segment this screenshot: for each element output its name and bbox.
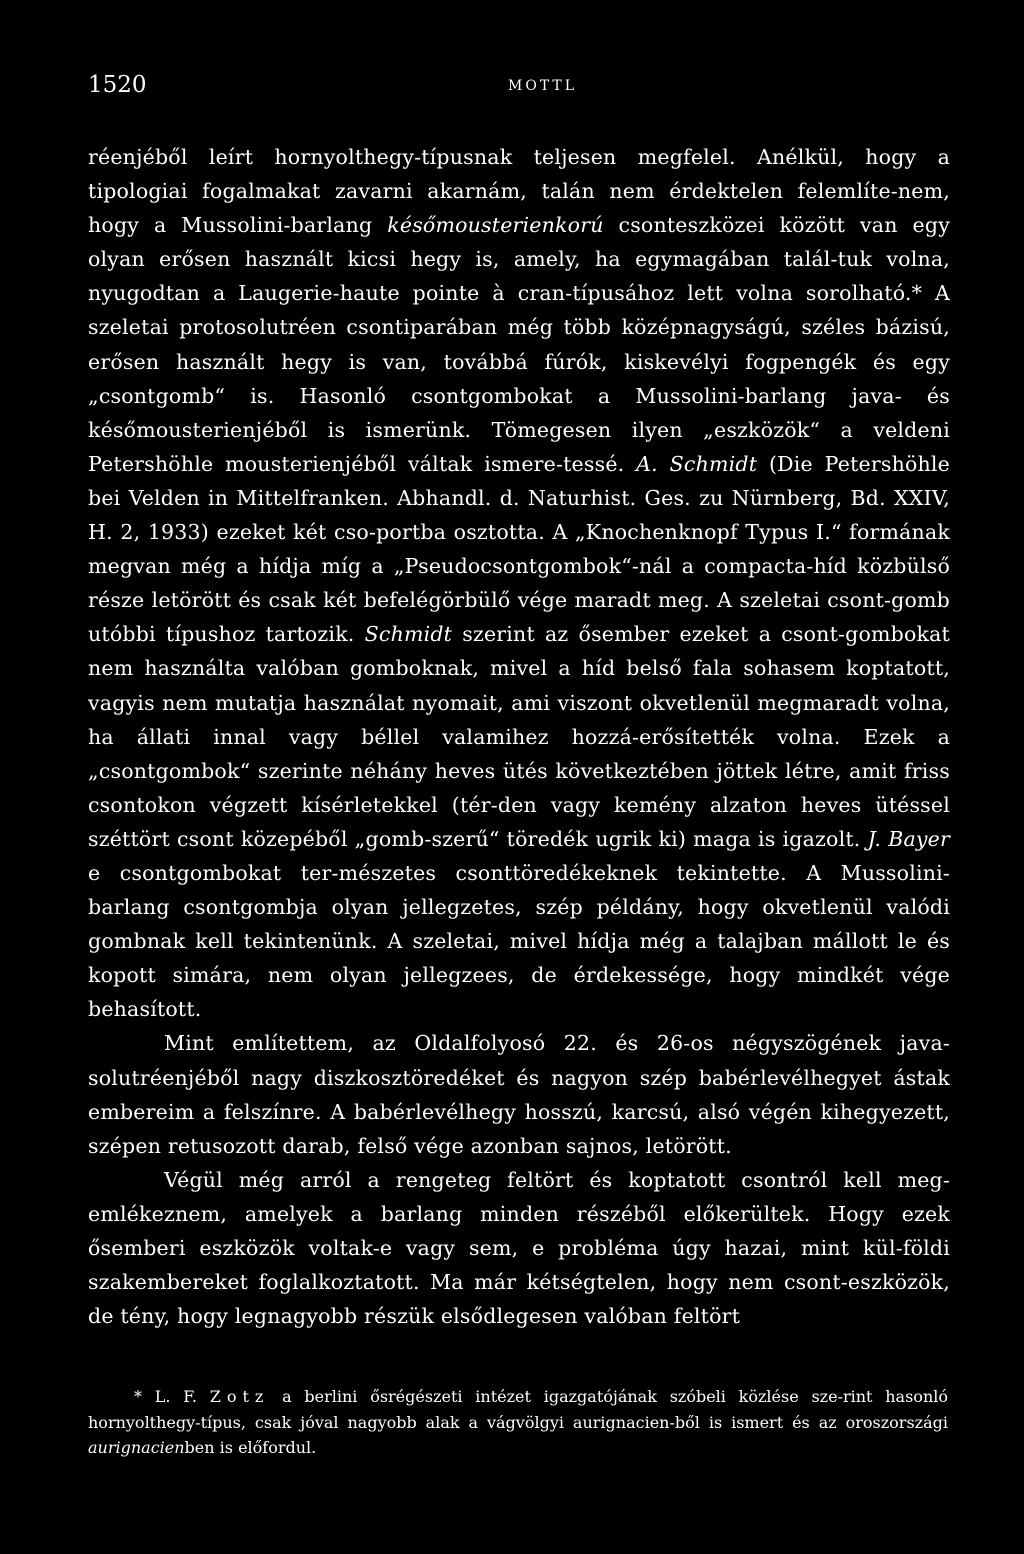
footnote-text xyxy=(88,1384,948,1461)
italic-text: későmousterienkorú xyxy=(387,213,604,238)
text-run: Mint említettem, az Oldalfolyosó 22. és 26-os négyszögének java-solutréenjéből nagy diszkosztöredéket és nagyon szép babérlevélhegyet ástak embereim a felszínre. A babérlevélhegy hosszú, karcsú, alsó végén kihegyezett, szépen retusozott darab, felső vége azonban sajnos, letörött. xyxy=(88,1031,950,1158)
text-run: ben is előfordul. xyxy=(184,1438,317,1457)
page-number: 1520 xyxy=(88,72,147,98)
text-run: a berlini ősrégészeti intézet igazgatójának szóbeli közlése sze-rint hasonló hornyolthegy-típus, csak jóval nagyobb alak a vágvölgyi aurignacien-ből is ismert és az oroszországi xyxy=(88,1387,948,1432)
italic-text: aurignacien xyxy=(88,1438,185,1457)
paragraph xyxy=(88,140,950,1026)
text-run: * L. F. xyxy=(134,1387,210,1406)
italic-text: J. Bayer xyxy=(867,826,951,851)
italic-text: Schmidt xyxy=(364,622,453,647)
spaced-name: Zotz xyxy=(209,1387,270,1406)
paragraph xyxy=(88,1026,950,1162)
running-head xyxy=(88,72,948,106)
footnote xyxy=(88,1384,948,1461)
paragraph xyxy=(88,1163,950,1333)
text-run: szerint az ősember ezeket a csont-gombokat nem használta valóban gomboknak, mivel a híd belső fala sohasem koptatott, vagyis nem mutatja használat nyomait, ami viszont okvetlenül megmaradt volna, ha állati innal vagy béllel valamihez hozzá-erősítették volna. Ezek a „csontgombok“ szerinte néhány heves ütés következtében jöttek létre, amit friss csontokon végzett kísérletekkel (tér-den vagy kemény alzaton heves ütéssel széttört csont közepéből „gomb-szerű“ töredék ugrik ki) maga is igazolt. xyxy=(88,622,950,851)
text-run: réenjéből leírt hornyolthegy-típusnak teljesen megfelel. Anélkül, hogy a tipologiai fogalmakat zavarni akarnám, talán nem érdektelen felemlíte-nem, hogy a Mussolini-barlang xyxy=(88,145,950,238)
body-text xyxy=(88,140,950,1333)
text-run: Végül még arról a rengeteg feltört és koptatott csontról kell meg-emlékeznem, amelyek a barlang minden részéből előkerültek. Hogy ezek ősemberi eszközök voltak-e vagy sem, e probléma úgy hazai, mint kül-földi szakembereket foglalkoztatott. Ma már kétségtelen, hogy nem csont-eszközök, de tény, hogy legnagyobb részük elsődlegesen valóban feltört xyxy=(88,1167,950,1329)
italic-text: A. Schmidt xyxy=(636,451,758,476)
text-run: csonteszközei között van egy olyan erősen használt kicsi hegy is, amely, ha egymagában talál-tuk volna, nyugodtan a Laugerie-haute pointe à cran-típusához lett volna sorolható.* A szeletai protosolutréen csontiparában még több középnagyságú, széles bázisú, erősen használt hegy is van, továbbá fúrók, kiskevélyi fogpengék és egy „csontgomb“ is. Hasonló csontgombokat a Mussolini-barlang java- és későmousterienjéből is ismerünk. Tömegesen ilyen „eszközök“ a veldeni Petershöhle mousterienjéből váltak ismere-tessé. xyxy=(88,213,950,476)
running-title: MOTTL xyxy=(508,78,578,94)
text-run: (Die Petershöhle bei Velden in Mittelfranken. Abhandl. d. Naturhist. Ges. zu Nürnberg, Bd. XXIV, H. 2, 1933) ezeket két cso-portba osztotta. A „Knochenknopf Typus I.“ formának megvan még a hídja míg a „Pseudocsontgombok“-nál a compacta-híd közbülső része letörött és csak két befelégörbülő vége maradt meg. A szeletai csont-gomb utóbbi típushoz tartozik. xyxy=(88,451,950,647)
text-run: e csontgombokat ter-mészetes csonttöredékeknek tekintette. A Mussolini-barlang csontgombja olyan jellegzetes, szép példány, hogy okvetlenül valódi gombnak kell tekintenünk. A szeletai, mivel hídja még a talajban mállott le és kopott simára, nem olyan jellegzees, de érdekessége, hogy mindkét vége behasított. xyxy=(88,860,950,1022)
